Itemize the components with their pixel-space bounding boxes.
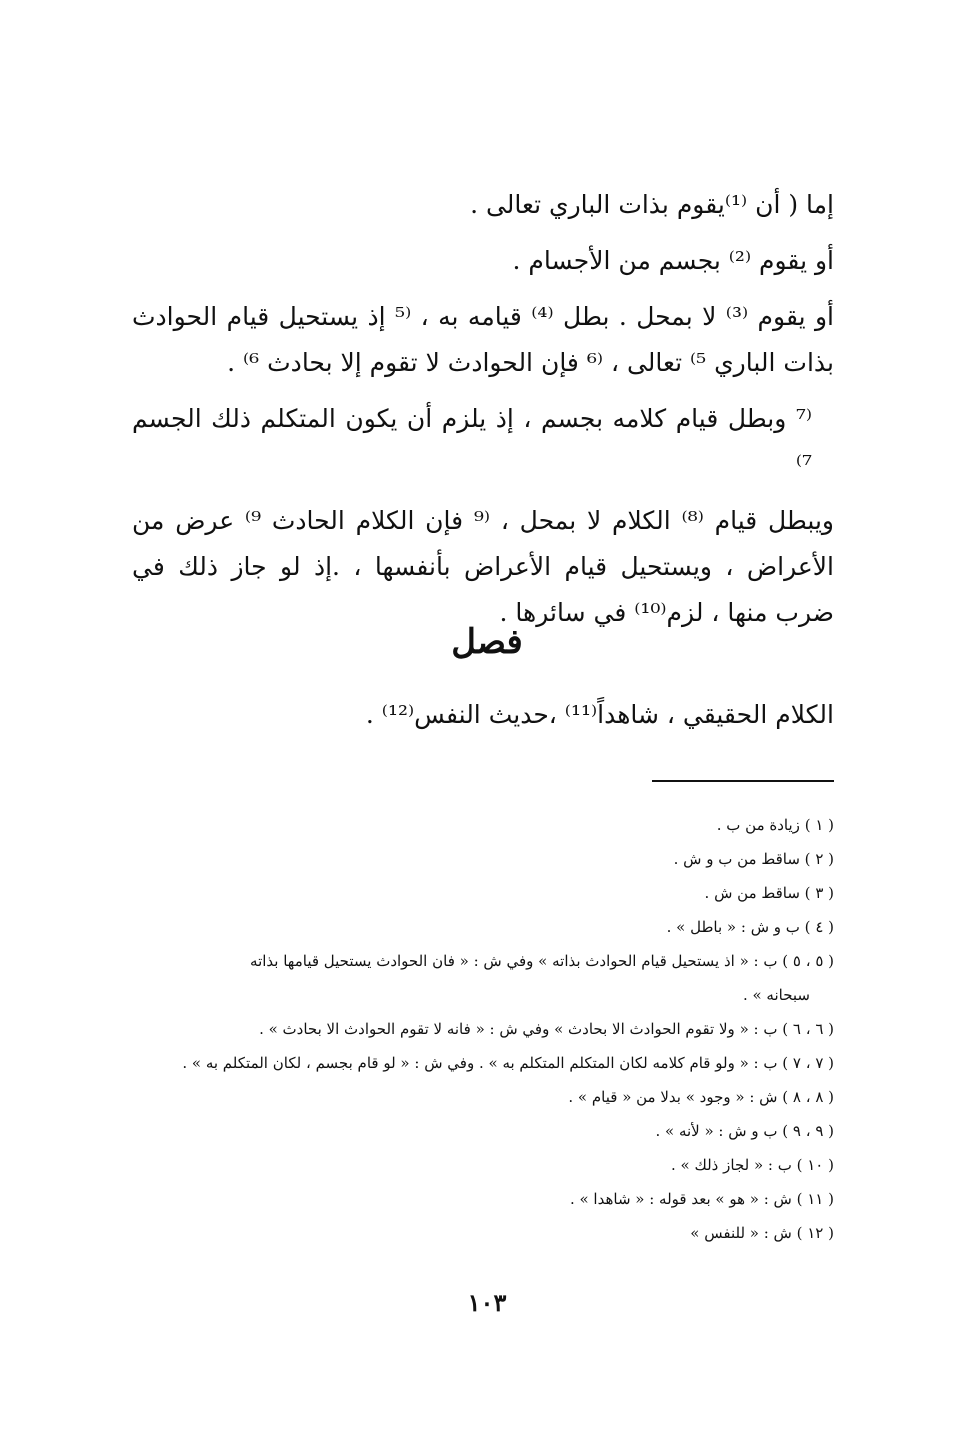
footnote: ( ١١ ) ش : « هو » بعد قوله : « شاهدا » . <box>569 1190 834 1208</box>
footnote: ( ١٢ ) ش : « للنفس » <box>690 1224 834 1242</box>
page-number: ١٠٣ <box>467 1288 507 1317</box>
footnotes <box>132 808 834 1250</box>
paragraph-1: إما ( أن ⁽¹⁾يقوم بذات الباري تعالى . <box>470 190 834 219</box>
paragraph-5: ويبطل قيام ⁽⁸⁾ الكلام لا بمحل ، ⁽⁹ فإن الكلام الحادث ⁹⁾ عرض من الأعراض ، ويستحيل قيام الأعراض بأنفسها ، .إذ لو جاز ذلك في ضرب منها ، لزم⁽¹⁰⁾ في سائرها . <box>132 506 835 627</box>
footnote: ( ١٠ ) ب : « لجاز ذلك » . <box>670 1156 834 1174</box>
footnote: ( ٧ ، ٧ ) ب : « ولو قام كلامه لكان المتكلم المتكلم به » . وفي ش : « لو قام بجسم ، لكان المتكلم به » . <box>182 1054 834 1072</box>
footnote: ( ٦ ، ٦ ) ب : « ولا تقوم الحوادث الا بحادث » وفي ش : « فانه لا تقوم الحوادث الا بحادث » . <box>259 1020 834 1038</box>
paragraph-4: ⁽⁷ وبطل قيام كلامه بجسم ، إذ يلزم أن يكون المتكلم ذلك الجسم ⁷⁾ <box>132 404 812 479</box>
footnote: ( ٩ ، ٩ ) ب و ش : « لأنه » . <box>655 1122 834 1140</box>
footnote: ( ٢ ) ساقط من ب و ش . <box>673 850 834 868</box>
footnote: ( ٣ ) ساقط من ش . <box>704 884 834 902</box>
footnote: ( ٨ ، ٨ ) ش : « وجود » بدلا من « قيام » . <box>568 1088 834 1106</box>
section-heading: فصل <box>451 622 523 662</box>
footnote: ( ١ ) زيادة من ب . <box>716 816 834 834</box>
footnote-divider <box>652 780 834 782</box>
paragraph-2: أو يقوم ⁽²⁾ بجسم من الأجسام . <box>512 246 834 275</box>
section-intro: الكلام الحقيقي ، شاهداً⁽¹¹⁾ ،حديث النفس⁽¹²⁾ . <box>365 700 834 729</box>
main-text <box>132 182 834 646</box>
footnote: ( ٤ ) ب و ش : « باطل » . <box>666 918 834 936</box>
paragraph-3: أو يقوم ⁽³⁾ لا بمحل . بطل ⁽⁴⁾ قيامه به ، ⁽⁵ إذ يستحيل قيام الحوادث بذات الباري ⁵⁾ تعالى ، ⁽⁶ فإن الحوادث لا تقوم إلا بحادث ⁶⁾ . <box>132 302 834 377</box>
footnote-continuation: سبحانه » . <box>742 986 810 1004</box>
footnote: ( ٥ ، ٥ ) ب : « اذ يستحيل قيام الحوادث بذاته » وفي ش : « فان الحوادث يستحيل قيامها بذاته <box>250 952 834 970</box>
